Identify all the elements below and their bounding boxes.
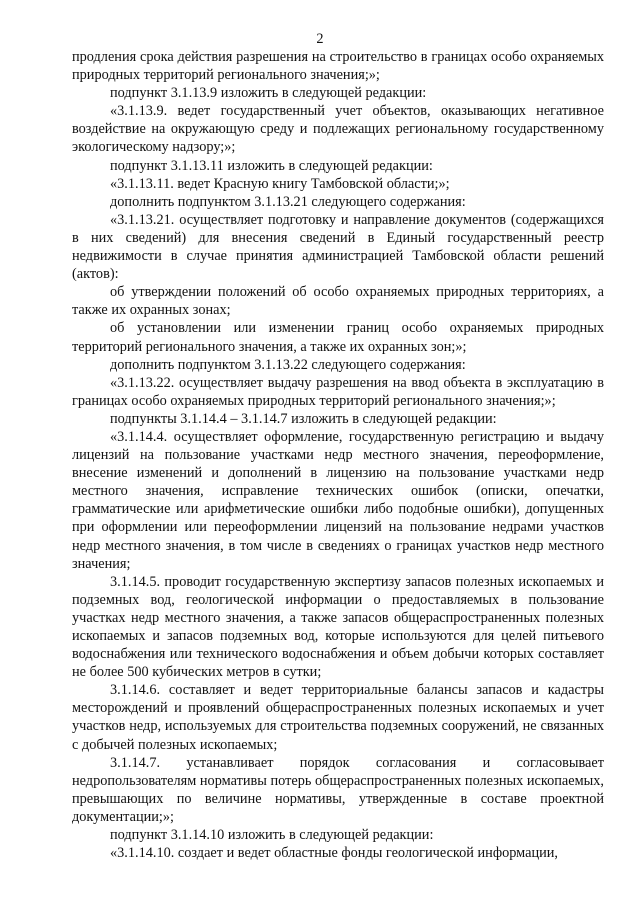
- paragraph: об установлении или изменении границ особо охраняемых природных территорий регионального значения, а также их охранных зон;»;: [72, 320, 604, 355]
- paragraph: подпункты 3.1.14.4 – 3.1.14.7 изложить в следующей редакции:: [110, 410, 497, 427]
- paragraph: подпункт 3.1.14.10 изложить в следующей редакции:: [110, 827, 434, 844]
- paragraph: «3.1.13.11. ведет Красную книгу Тамбовской области;»;: [110, 175, 450, 192]
- paragraph: «3.1.13.22. осуществляет выдачу разрешения на ввод объекта в эксплуатацию в границах особо охраняемых природных территорий регионального значения;»;: [72, 374, 604, 409]
- paragraph: подпункт 3.1.13.11 изложить в следующей редакции:: [110, 157, 433, 174]
- paragraph: 3.1.14.7. устанавливает порядок согласования и согласовывает недропользователям нормативы потерь общераспространенных полезных ископаемых, превышающих по величине нормативы, утвержденные в составе проектной документации;»;: [72, 754, 604, 825]
- paragraph: подпункт 3.1.13.9 изложить в следующей редакции:: [110, 85, 427, 102]
- paragraph: «3.1.13.9. ведет государственный учет объектов, оказывающих негативное воздействие на окружающую среду и подлежащих региональному государственному экологическому надзору;»;: [72, 103, 604, 156]
- paragraph: 3.1.14.5. проводит государственную экспертизу запасов полезных ископаемых и подземных вод, геологической информации о предоставляемых в пользование участках недр местного значения, а также запасов общераспространенных полезных ископаемых и запасов подземных вод, которые используются для целей питьевого водоснабжения или технического водоснабжения и объем добычи которых составляет не более 500 кубических метров в сутки;: [72, 573, 604, 681]
- paragraph: «3.1.14.4. осуществляет оформление, государственную регистрацию и выдачу лицензий на пользование участками недр местного значения, переоформление, внесение изменений и дополнений в лицензию на пользование участками недр местного значения, исправление технических ошибок (описки, опечатки, грамматические или арифметические ошибки либо подобные ошибки), допущенных при оформлении или переоформлении лицензий на пользование недрами участков недр местного значения, в том числе в сведениях о границах участков недр местного значения;: [72, 428, 604, 572]
- paragraph: «3.1.14.10. создает и ведет областные фонды геологической информации,: [110, 845, 558, 862]
- page-number: 2: [316, 31, 324, 47]
- document-body: [72, 48, 604, 862]
- paragraph: 3.1.14.6. составляет и ведет территориальные балансы запасов и кадастры месторождений и проявлений общераспространенных полезных ископаемых и учет участков недр, используемых для строительства подземных сооружений, не связанных с добычей полезных ископаемых;: [72, 682, 604, 753]
- paragraph: дополнить подпунктом 3.1.13.21 следующего содержания:: [110, 193, 466, 210]
- paragraph: об утверждении положений об особо охраняемых природных территориях, а также их охранных зонах;: [72, 284, 604, 319]
- paragraph: «3.1.13.21. осуществляет подготовку и направление документов (содержащихся в них сведений) для внесения сведений в Единый государственный реестр недвижимости в случае принятия администрацией Тамбовской области решений (актов):: [72, 211, 604, 283]
- paragraph: дополнить подпунктом 3.1.13.22 следующего содержания:: [110, 356, 466, 373]
- paragraph-continuation: продления срока действия разрешения на строительство в границах особо охраняемых природных территорий регионального значения;»;: [72, 49, 604, 84]
